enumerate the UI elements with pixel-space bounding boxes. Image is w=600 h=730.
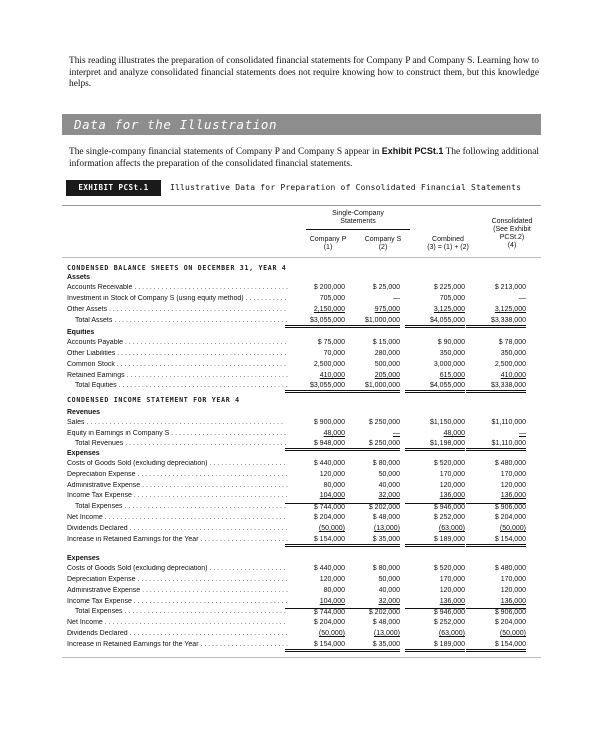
- cell-p: $ 154,000: [285, 536, 345, 547]
- cell-p: $ 948,000: [285, 440, 345, 451]
- row-label: Increase in Retained Earnings for the Year . . .: [67, 536, 288, 544]
- intro-paragraph: This reading illustrates the preparation of consolidated financial statements for Company P and Company S. Learning how to interpret and analyze consolidated financial statements does not require knowing how to construct them, but this knowledge helps.: [69, 56, 539, 90]
- cell-k: $3,338,000: [466, 382, 526, 393]
- cell-p: 120,000: [319, 471, 345, 478]
- row-label: Administrative Expense . . .: [67, 482, 288, 490]
- row-label: Income Tax Expense . . .: [67, 598, 288, 606]
- row-label: Total Assets . . .: [75, 317, 288, 325]
- cell-p: $ 154,000: [285, 641, 345, 652]
- cell-k: 350,000: [500, 350, 526, 357]
- cell-s: 40,000: [378, 587, 400, 594]
- table-bottom-rule: [62, 657, 541, 658]
- cell-s: 205,000: [374, 372, 400, 379]
- row-label: Net Income . . .: [67, 514, 288, 522]
- cell-s: $ 15,000: [372, 339, 400, 346]
- cell-s: $ 35,000: [340, 536, 400, 547]
- cell-k: 410,000: [500, 372, 526, 379]
- cell-c: $1,150,000: [429, 419, 465, 426]
- cell-p: 80,000: [323, 482, 345, 489]
- cell-p: 80,000: [323, 587, 345, 594]
- section-heading: Data for the Illustration: [74, 117, 278, 132]
- row-label: Expenses: [67, 555, 100, 562]
- row-label: Accounts Receivable . . .: [67, 284, 288, 292]
- cell-s: $1,000,000: [340, 382, 400, 393]
- cell-s: $ 250,000: [340, 440, 400, 451]
- cell-k: $ 480,000: [494, 565, 526, 572]
- cell-c: 136,000: [439, 598, 465, 605]
- cell-c: $ 189,000: [405, 641, 465, 652]
- single-company-rule: [306, 229, 410, 230]
- cell-s: $ 80,000: [372, 460, 400, 467]
- cell-c: (63,000): [438, 630, 465, 637]
- cell-s: 32,000: [378, 598, 400, 605]
- cell-k: $ 480,000: [494, 460, 526, 467]
- cell-s: 50,000: [378, 576, 400, 583]
- row-label: Investment in Stock of Company S (using equity method) . . .: [67, 295, 288, 303]
- cell-k: 2,500,000: [494, 361, 526, 368]
- row-label: Total Equities . . .: [75, 382, 288, 390]
- cell-c: $ 946,000: [405, 608, 465, 617]
- cell-c: 48,000: [443, 430, 465, 437]
- cell-c: $4,055,000: [405, 317, 465, 328]
- cell-k: $ 906,000: [466, 503, 526, 512]
- row-label: Assets: [67, 274, 90, 281]
- row-label: Costs of Goods Sold (excluding depreciation) . . .: [67, 460, 288, 468]
- cell-k: 120,000: [500, 587, 526, 594]
- cell-p: $ 75,000: [317, 339, 345, 346]
- cell-c: 3,125,000: [433, 306, 465, 313]
- row-label: Accounts Payable . . .: [67, 339, 288, 347]
- row-label: Total Expenses . . .: [75, 503, 288, 511]
- cell-p: $3,055,000: [285, 317, 345, 328]
- cell-s: 280,000: [374, 350, 400, 357]
- cell-c: $ 252,000: [433, 619, 465, 626]
- cell-p: $ 200,000: [313, 284, 345, 291]
- cell-s: $ 250,000: [368, 419, 400, 426]
- cell-c: $1,198,000: [405, 440, 465, 451]
- cell-c: $4,055,000: [405, 382, 465, 393]
- cell-k: $1,110,000: [466, 440, 526, 451]
- cell-c: (63,000): [438, 525, 465, 532]
- row-label: Depreciation Expense . . .: [67, 471, 288, 479]
- row-label: Administrative Expense . . .: [67, 587, 288, 595]
- cell-p: $ 744,000: [285, 503, 345, 512]
- cell-p: 410,000: [319, 372, 345, 379]
- cell-s: (13,000): [373, 525, 400, 532]
- cell-p: $ 440,000: [313, 460, 345, 467]
- cell-c: $ 90,000: [437, 339, 465, 346]
- income-statement-heading: CONDENSED INCOME STATEMENT FOR YEAR 4: [67, 396, 240, 404]
- cell-k: 120,000: [500, 482, 526, 489]
- cell-s: $ 202,000: [340, 608, 400, 617]
- cell-c: 120,000: [439, 482, 465, 489]
- row-label: Depreciation Expense . . .: [67, 576, 288, 584]
- cell-k: $ 213,000: [494, 284, 526, 291]
- cell-c: $ 520,000: [433, 565, 465, 572]
- col-consolidated-header: Consolidated (See Exhibit PCSt.2) (4): [491, 218, 533, 249]
- row-label: Other Assets . . .: [67, 306, 288, 314]
- cell-p: 104,000: [319, 492, 345, 499]
- cell-c: 615,000: [439, 372, 465, 379]
- cell-k: (50,000): [499, 525, 526, 532]
- cell-p: $ 204,000: [313, 514, 345, 521]
- cell-c: $ 520,000: [433, 460, 465, 467]
- cell-k: $ 154,000: [466, 536, 526, 547]
- exhibit-title: Illustrative Data for Preparation of Consolidated Financial Statements: [170, 183, 522, 192]
- row-label: Costs of Goods Sold (excluding depreciation) . . .: [67, 565, 288, 573]
- cell-c: $ 946,000: [405, 503, 465, 512]
- cell-p: 2,500,000: [313, 361, 345, 368]
- cell-c: $ 252,000: [433, 514, 465, 521]
- cell-s: 32,000: [378, 492, 400, 499]
- cell-s: —: [393, 295, 400, 302]
- cell-s: $ 48,000: [372, 619, 400, 626]
- cell-s: $ 48,000: [372, 514, 400, 521]
- cell-k: —: [519, 430, 526, 437]
- cell-p: 2,150,000: [313, 306, 345, 313]
- row-label: Total Expenses . . .: [75, 608, 288, 616]
- cell-s: $ 25,000: [372, 284, 400, 291]
- cell-k: $ 154,000: [466, 641, 526, 652]
- row-label: Other Liabilities . . .: [67, 350, 288, 358]
- cell-p: $ 744,000: [285, 608, 345, 617]
- cell-k: $ 204,000: [494, 514, 526, 521]
- exhibit-label: EXHIBIT PCSt.1: [66, 180, 161, 196]
- cell-c: 350,000: [439, 350, 465, 357]
- cell-p: $ 204,000: [313, 619, 345, 626]
- header-bottom-rule: [62, 257, 541, 258]
- row-label: Dividends Declared . . .: [67, 630, 288, 638]
- cell-s: —: [393, 430, 400, 437]
- cell-p: 120,000: [319, 576, 345, 583]
- col-s-header: Company S (2): [364, 236, 402, 251]
- cell-k: $ 204,000: [494, 619, 526, 626]
- exhibit-reference: Exhibit PCSt.1: [381, 146, 444, 156]
- cell-c: 3,000,000: [433, 361, 465, 368]
- cell-s: 975,000: [374, 306, 400, 313]
- cell-s: (13,000): [373, 630, 400, 637]
- cell-p: $ 440,000: [313, 565, 345, 572]
- cell-s: $ 80,000: [372, 565, 400, 572]
- cell-c: $ 225,000: [433, 284, 465, 291]
- row-label: Equity in Earnings in Company S . . .: [67, 430, 288, 438]
- row-label: Retained Earnings . . .: [67, 372, 288, 380]
- cell-c: 705,000: [439, 295, 465, 302]
- cell-s: $1,000,000: [340, 317, 400, 328]
- description-paragraph: [69, 146, 539, 170]
- section-heading-band: [62, 114, 541, 135]
- cell-p: (50,000): [318, 525, 345, 532]
- cell-s: 500,000: [374, 361, 400, 368]
- cell-k: 136,000: [500, 598, 526, 605]
- cell-c: 120,000: [439, 587, 465, 594]
- row-label: Sales . . .: [67, 419, 288, 427]
- cell-p: (50,000): [318, 630, 345, 637]
- row-label: Net Income . . .: [67, 619, 288, 627]
- cell-k: $3,338,000: [466, 317, 526, 328]
- cell-k: $ 78,000: [498, 339, 526, 346]
- cell-k: (50,000): [499, 630, 526, 637]
- cell-p: $3,055,000: [285, 382, 345, 393]
- single-company-header: Single-Company Statements: [332, 210, 384, 225]
- cell-c: 136,000: [439, 492, 465, 499]
- cell-s: 50,000: [378, 471, 400, 478]
- table-top-rule: [62, 205, 541, 206]
- cell-s: $ 202,000: [340, 503, 400, 512]
- cell-k: —: [519, 295, 526, 302]
- cell-p: 70,000: [323, 350, 345, 357]
- cell-k: $ 906,000: [466, 608, 526, 617]
- cell-k: 170,000: [500, 471, 526, 478]
- cell-p: 705,000: [319, 295, 345, 302]
- row-label: Revenues: [67, 409, 101, 416]
- row-label: Expenses: [67, 450, 100, 457]
- cell-p: 104,000: [319, 598, 345, 605]
- row-label: Total Revenues . . .: [75, 440, 288, 448]
- cell-k: 136,000: [500, 492, 526, 499]
- cell-s: $ 35,000: [340, 641, 400, 652]
- row-label: Dividends Declared . . .: [67, 525, 288, 533]
- col-p-header: Company P (1): [309, 236, 347, 251]
- cell-k: 3,125,000: [494, 306, 526, 313]
- cell-c: 170,000: [439, 576, 465, 583]
- cell-k: 170,000: [500, 576, 526, 583]
- cell-c: 170,000: [439, 471, 465, 478]
- cell-p: $ 900,000: [313, 419, 345, 426]
- col-combined-header: Combined (3) = (1) + (2): [427, 236, 469, 251]
- row-label: Income Tax Expense . . .: [67, 492, 288, 500]
- cell-k: $1,110,000: [491, 419, 526, 426]
- balance-sheets-heading: CONDENSED BALANCE SHEETS ON DECEMBER 31, YEAR 4: [67, 264, 287, 272]
- row-label: Increase in Retained Earnings for the Year . . .: [67, 641, 288, 649]
- para-after: The following additional information affects the preparation of the consolidated financial statements.: [69, 147, 540, 169]
- row-label: Equities: [67, 329, 95, 336]
- cell-c: $ 189,000: [405, 536, 465, 547]
- cell-p: 48,000: [323, 430, 345, 437]
- row-label: Common Stock . . .: [67, 361, 288, 369]
- para-before: The single-company financial statements of Company P and Company S appear in: [69, 147, 380, 157]
- cell-s: 40,000: [378, 482, 400, 489]
